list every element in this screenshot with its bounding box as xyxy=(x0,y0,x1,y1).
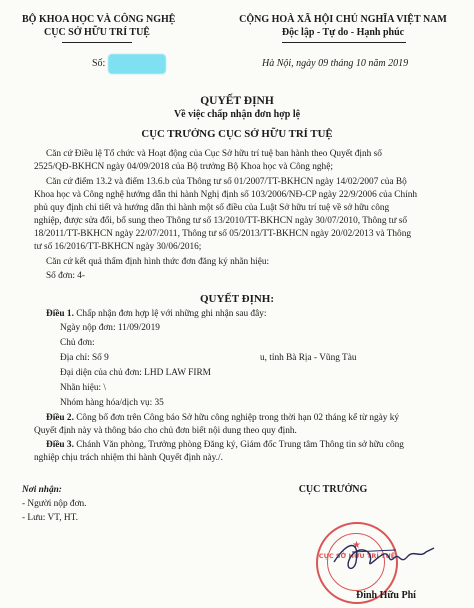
signature-mark xyxy=(330,532,440,582)
goods-services-class: Nhóm hàng hóa/dịch vụ: 35 xyxy=(60,398,164,408)
basis-line: nghiệp, được sửa đổi, bổ sung theo Thông tư số 13/2010/TT-BKHCN ngày 30/07/2010, Thông tư số xyxy=(34,216,408,226)
recipient-item: - Người nộp đơn. xyxy=(22,499,87,509)
signer-title: CỤC TRƯỞNG xyxy=(298,484,368,495)
basis-line: Căn cứ điểm 13.2 và điểm 13.6.b của Thông tư số 01/2007/TT-BKHCN ngày 14/02/2007 của Bộ xyxy=(46,177,407,187)
basis-line: 2525/QĐ-BKHCN ngày 04/09/2018 của Bộ trưởng Bộ Khoa học và Công nghệ; xyxy=(34,162,333,172)
redaction-mark xyxy=(108,54,166,74)
applicant-address-tail: u, tỉnh Bà Rịa - Vũng Tàu xyxy=(260,353,357,363)
header-right-rule xyxy=(282,42,406,43)
article-2-continuation: Quyết định này và thông báo cho chủ đơn biết nội dung theo quy định. xyxy=(34,426,297,436)
applicant-address: Địa chỉ: Số 9 xyxy=(60,353,109,363)
doc-number-label: Số: xyxy=(92,58,106,69)
nation-name: CỘNG HOÀ XÃ HỘI CHỦ NGHĨA VIỆT NAM xyxy=(239,14,447,25)
article-3-continuation: nghiệp chịu trách nhiệm thi hành Quyết định này./. xyxy=(34,453,223,463)
basis-line: Căn cứ kết quả thẩm định hình thức đơn đăng ký nhãn hiệu: xyxy=(46,257,270,267)
trademark: Nhãn hiệu: \ xyxy=(60,383,106,393)
document-title: QUYẾT ĐỊNH xyxy=(200,95,274,107)
application-number: Số đơn: 4- xyxy=(46,271,86,281)
nation-motto: Độc lập - Tự do - Hạnh phúc xyxy=(281,27,405,38)
basis-line: Khoa học và Công nghệ hướng dẫn thi hành Nghị định số 103/2006/NĐ-CP ngày 22/9/2006 của Chính xyxy=(34,190,418,200)
filing-date: Ngày nộp đơn: 11/09/2019 xyxy=(60,323,160,333)
article-1 xyxy=(46,308,266,320)
basis-line: tư số 16/2016/TT-BKHCN ngày 30/06/2016; xyxy=(34,242,202,252)
ministry-name: BỘ KHOA HỌC VÀ CÔNG NGHỆ xyxy=(22,14,176,25)
decision-heading: QUYẾT ĐỊNH: xyxy=(199,293,275,305)
official-seal: ★ CỤC SỞ HỮU TRÍ TUỆ xyxy=(316,522,398,604)
article-2 xyxy=(46,412,399,424)
signer-name: Đinh Hữu Phí xyxy=(356,590,416,601)
article-3 xyxy=(46,439,404,451)
article-1-text: Chấp nhận đơn hợp lệ với những ghi nhận sau đây: xyxy=(76,309,267,319)
applicant: Chủ đơn: xyxy=(60,338,95,348)
article-3-text: Chánh Văn phòng, Trưởng phòng Đăng ký, Giám đốc Trung tâm Thông tin sở hữu công xyxy=(76,440,404,450)
basis-line: 18/2011/TT-BKHCN ngày 22/07/2011, Thông tư số 05/2013/TT-BKHCN ngày 20/02/2013 và Thông xyxy=(34,229,411,239)
article-1-label: Điều 1. xyxy=(46,309,74,319)
office-name: CỤC SỞ HỮU TRÍ TUỆ xyxy=(44,27,150,38)
header-left-rule xyxy=(62,42,132,43)
basis-line: Căn cứ Điều lệ Tổ chức và Hoạt động của Cục Sở hữu trí tuệ ban hành theo Quyết định số xyxy=(46,149,382,159)
seal-text: CỤC SỞ HỮU TRÍ TUỆ xyxy=(318,552,396,560)
article-3-label: Điều 3. xyxy=(46,440,74,450)
document-date: Hà Nội, ngày 09 tháng 10 năm 2019 xyxy=(262,58,409,69)
article-2-text: Công bố đơn trên Công báo Sở hữu công nghiệp trong thời hạn 02 tháng kể từ ngày ký xyxy=(76,413,400,423)
article-2-label: Điều 2. xyxy=(46,413,74,423)
recipients-label: Nơi nhận: xyxy=(22,485,62,495)
basis-line: phủ quy định chi tiết và hướng dẫn thi hành một số điều của Luật Sở hữu trí tuệ về sở hữu công xyxy=(34,203,390,213)
recipient-item: - Lưu: VT, HT. xyxy=(22,513,78,523)
document-subject: Về việc chấp nhận đơn hợp lệ xyxy=(173,109,301,120)
authority-heading: CỤC TRƯỞNG CỤC SỞ HỮU TRÍ TUỆ xyxy=(141,128,333,140)
agent: Đại diện của chủ đơn: LHD LAW FIRM xyxy=(60,368,211,378)
